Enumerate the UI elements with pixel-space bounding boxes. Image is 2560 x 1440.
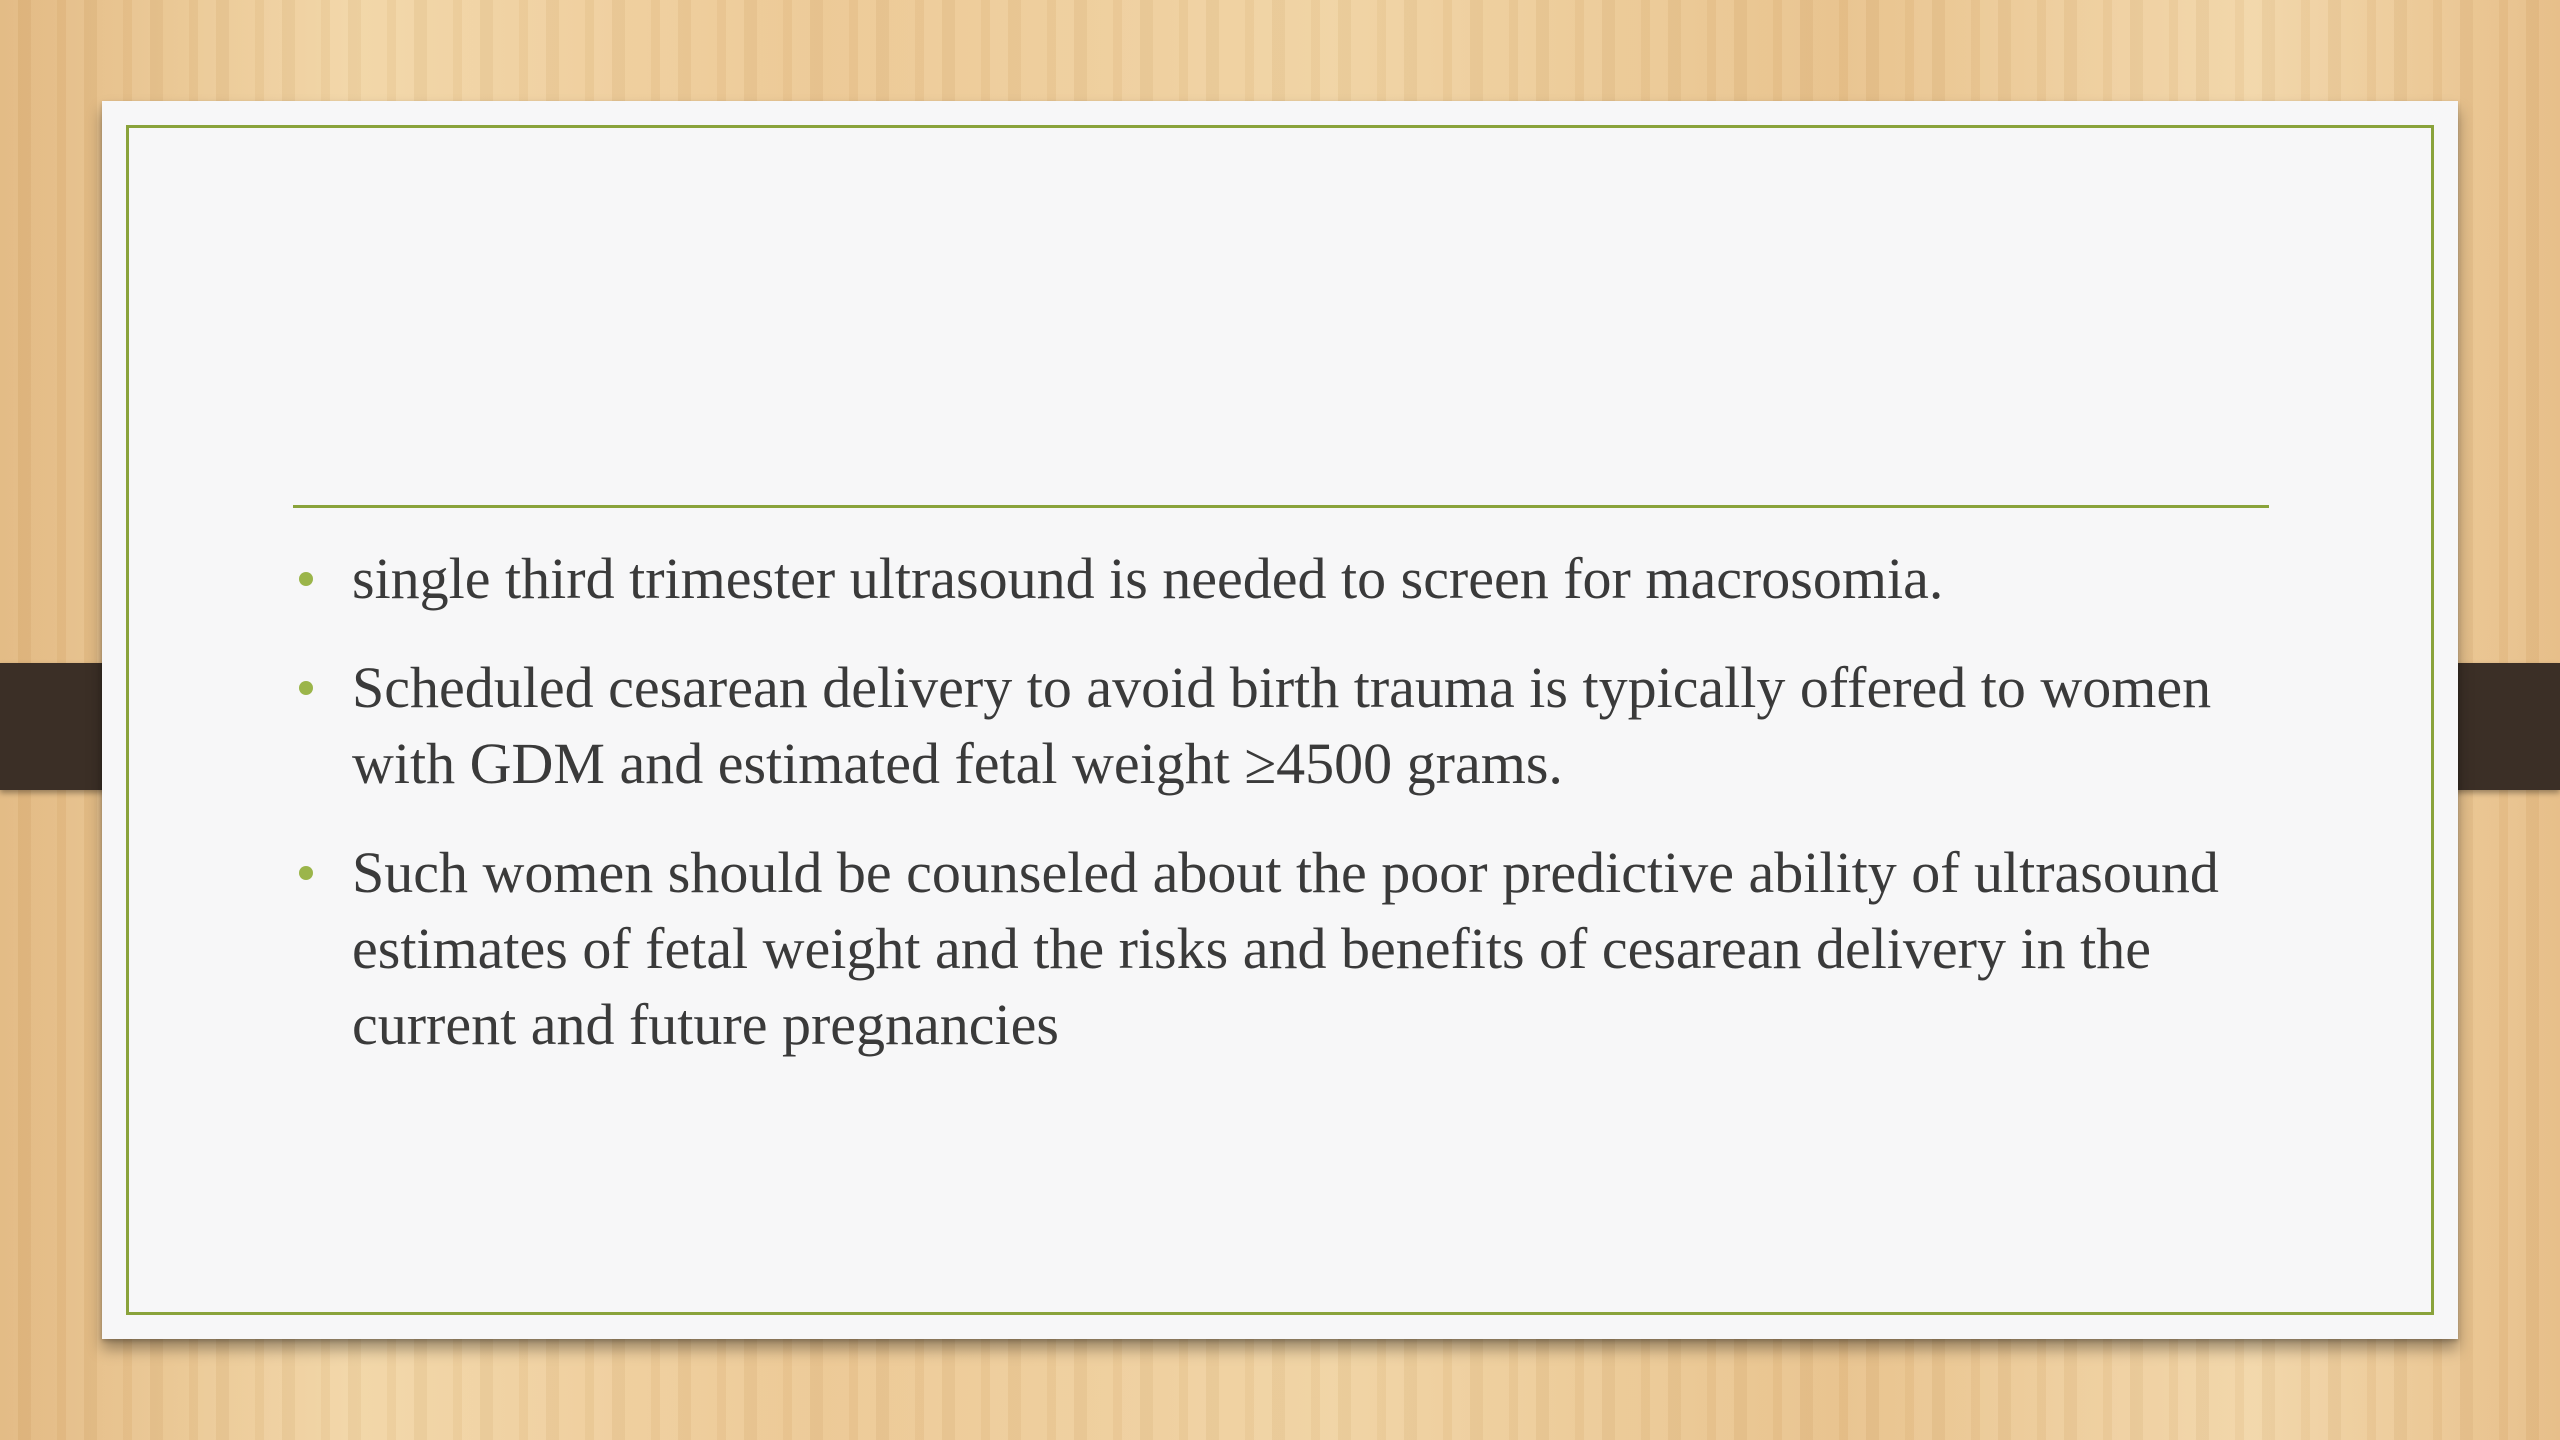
bullet-item bbox=[293, 835, 2293, 1063]
bullet-text: single third trimester ultrasound is needed to screen for macrosomia. bbox=[352, 546, 1944, 611]
bullet-item bbox=[293, 541, 2293, 617]
bullet-text: Such women should be counseled about the poor predictive ability of ultrasound estimates of fetal weight and the risks and benefits of cesarean delivery in the current and future pregnancies bbox=[352, 840, 2219, 1057]
title-divider bbox=[293, 505, 2269, 508]
bullet-text: Scheduled cesarean delivery to avoid birth trauma is typically offered to women with GDM and estimated fetal weight ≥4500 grams. bbox=[352, 655, 2212, 796]
bullet-dot-icon bbox=[299, 866, 313, 880]
bullet-dot-icon bbox=[299, 681, 313, 695]
slide-card bbox=[102, 101, 2458, 1339]
bullet-item bbox=[293, 650, 2293, 802]
bullet-list bbox=[293, 541, 2293, 1096]
bullet-dot-icon bbox=[299, 572, 313, 586]
